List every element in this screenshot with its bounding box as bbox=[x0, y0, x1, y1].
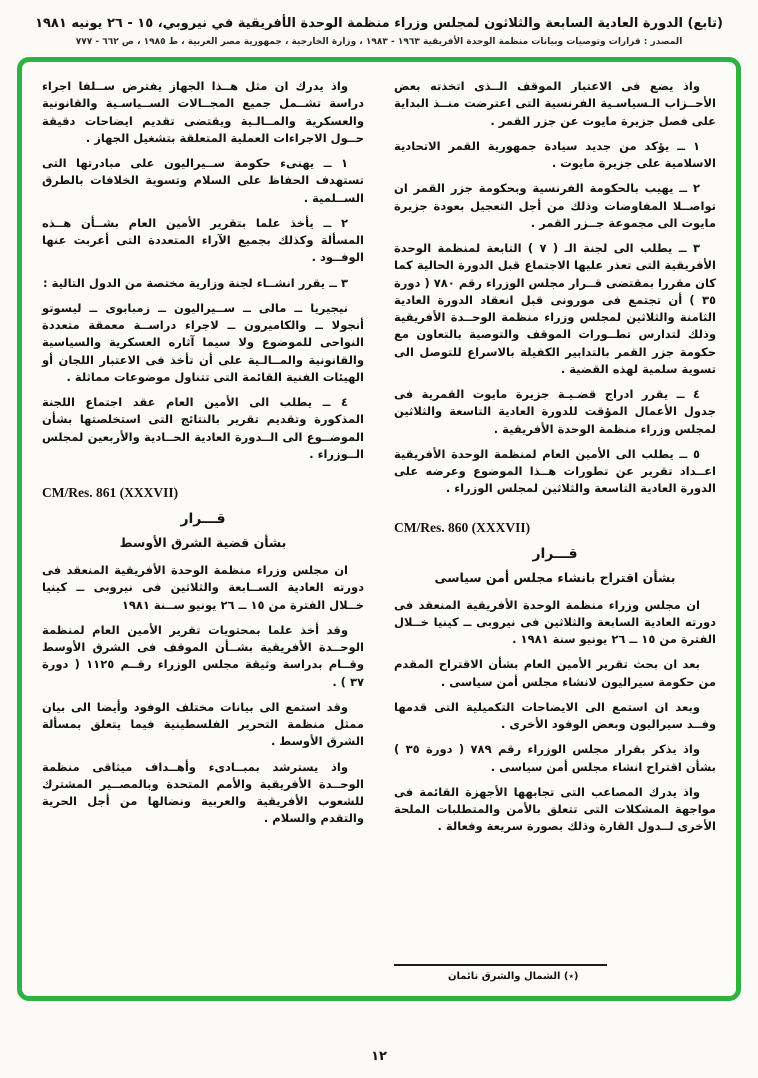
paragraph: واذ يضع فى الاعتبار الموقف الــذى اتخذته بعض الأحــزاب الـسياسـية الفرنسية التى اعترضت منــذ البداية على فصل جزيرة مايوت عن جزر القمر . bbox=[394, 79, 716, 128]
paragraph: وقد أخذ علما بمحتويات تقرير الأمين العام لمنظمة الوحــدة الأفريقية بشــأن الموقف فى الشرق الأوسط وقــام بدراسة وثيقة مجلس الوزراء رقــم ١١٢٥ ( دورة ٣٧ ) . bbox=[42, 622, 364, 689]
footnote-block bbox=[394, 964, 607, 982]
header-source: المصدر : قرارات وتوصيات وبيانات منظمة الوحدة الأفريقية ١٩٦٣ - ١٩٨٣ ، وزارة الخارجية ، جمهورية مصر العربية ، ط ١٩٨٥ ، ص ٦٦٢ - ٧٧٧ bbox=[75, 37, 683, 47]
paragraph: ٤ ــ يطلب الى الأمين العام عقد اجتماع اللجنة المذكورة وتقديم تقرير بالنتائج التى استخلصتها بشأن الموضــوع الى الــدورة العادية الحــادية والأربعين لمجلس الــوزراء . bbox=[42, 395, 364, 461]
footnote bbox=[394, 958, 716, 982]
right-column bbox=[394, 78, 716, 982]
paragraph: ٤ ــ يقرر ادراج قضـيـة جزيرة مايوت القمرية فى جدول الأعمال المؤقت للدورة العادية التاسعة والثلاثين لمجلس وزراء منظمة الوحدة الأفريقية . bbox=[394, 387, 716, 436]
page-number: ١٢ bbox=[371, 1049, 387, 1064]
paragraph: واذ يدرك ان مثل هــذا الجهاز يفترض ســلفا اجراء دراسة تشــمل جميع المجــالات الســياسـية والقانونية والعسكرية والمــالـية ويقتضى تقديم ايضاحات دقيقة حــول الاجراءات العملية المتعلقة بتشغيل الجهاز . bbox=[42, 79, 364, 145]
resolution-title: قـــرار bbox=[180, 511, 226, 527]
paragraph: ٥ ــ يطلب الى الأمين العام لمنظمة الوحدة الأفريقية اعــداد تقرير عن تطورات هــذا الموضوع وعرضه على الدورة العادية التاسعة والثلاثين لمجلس الوزراء . bbox=[394, 446, 716, 496]
content-frame bbox=[17, 57, 741, 1001]
resolution-number: CM/Res. 861 (XXXVII) bbox=[42, 485, 179, 500]
paragraph: ١ ــ يهنىء حكومة ســيراليون على مبادرتها التى تستهدف الحفاظ على السلام وتسوية الخلافات بالطرق الســلمية . bbox=[42, 156, 364, 205]
paragraph: ٢ ــ يأخذ علما بتقرير الأمين العام بشــأن هــذه المسألة وكذلك بجميع الآراء المتعددة التى أعربت عنها الوفــود . bbox=[42, 215, 364, 265]
resolution-number: CM/Res. 860 (XXXVII) bbox=[394, 519, 531, 535]
resolution-subtitle: بشأن قضية الشرق الأوسط bbox=[119, 535, 287, 550]
document-header bbox=[10, 16, 748, 47]
resolution-subtitle: بشأن اقتراح بانشاء مجلس أمن سياسى bbox=[434, 569, 676, 585]
paragraph: ٣ ــ يقرر انشــاء لجنة وزارية مختصة من الدول التالية : bbox=[43, 275, 348, 290]
paragraph: واذ يذكر بقرار مجلس الوزراء رقم ٧٨٩ ( دورة ٣٥ ) بشأن اقتراح انشاء مجلس أمن سياسى . bbox=[394, 742, 716, 774]
left-column bbox=[42, 78, 364, 982]
two-column-layout bbox=[42, 78, 716, 982]
paragraph: ١ ــ يؤكد من جديد سيادة جمهورية القمر الاتحادية الاسلامية على جزيرة مايوت . bbox=[394, 138, 716, 170]
paragraph: نيجيريا ــ مالى ــ ســيراليون ــ زمبابوى ــ ليسوتو أنجولا ــ والكاميرون ــ لاجراء دراســة معمقة متعددة النواحى للموضوع ولا سيما آثاره العسكرية والسياسية والقانونية والمــالـية على أن تأخذ فى الاعتبار اللجان أو الهيئات الفنية القائمة التى تتناول موضوعات مماثلة . bbox=[42, 300, 364, 384]
paragraph: وبعد ان استمع الى الايضاحات التكميلية التى قدمها وفــد سيراليون وبعض الوفود الأخرى . bbox=[394, 699, 716, 731]
header-title: (تابع) الدورة العادية السابعة والثلاثون لمجلس وزراء منظمة الوحدة الأفريقية في نيروبي، ١٥ - ٢٦ يونيه ١٩٨١ bbox=[35, 16, 723, 31]
paragraph: واذ يدرك المصاعب التى تجابهها الأجهزة القائمة فى مواجهة المشكلات التى تتعلق بالأمن والمتطلبات الملحة الأخرى لــدول القارة وذلك بصورة سريعة وفعالة . bbox=[394, 784, 716, 834]
footnote-divider bbox=[394, 964, 607, 966]
paragraph: بعد ان بحث تقرير الأمين العام بشأن الاقتراح المقدم من حكومة سيراليون لانشاء مجلس أمن سياسى . bbox=[394, 657, 716, 689]
paragraph: ان مجلس وزراء منظمة الوحدة الأفريقية المنعقد فى دورته العادية الســابعة والثلاثين فى نيروبى ــ كينيا خــلال الفترة من ١٥ ــ ٢٦ يونيو ســنة ١٩٨١ bbox=[42, 563, 364, 612]
resolution-title: قـــرار bbox=[532, 545, 578, 562]
paragraph: ٣ ــ يطلب الى لجنة الـ ( ٧ ) التابعة لمنظمة الوحدة الأفريقية التى تعذر عليها الاجتماع قبل الدورة الحالية كما كان مقررا بمقتضى قــرار مجلس الوزراء رقم ٧٨٠ ( دورة ٣٥ ) أن تجتمع فى مورونى قبل انعقاد الدورة العادية الثامنة والثلاثين لمجلس وزراء منظمة الوحــدة الأفريقية وذلك لتدارس تطــورات الموقف والتوصية بالتعاون مع حكومة جزر القمر بالتدابير الكفيلة بالاسراع للتوصل الى تسوية سلمية لهذه القضية . bbox=[394, 241, 716, 376]
paragraph: وقد استمع الى بيانات مختلف الوفود وأيضا الى بيان ممثل منظمة التحرير الفلسطينية فيما يتعلق بمسألة الشرق الأوسط . bbox=[42, 699, 364, 749]
paragraph: ٢ ــ يهيب بالحكومة الفرنسية وبحكومة جزر القمر ان تواصــلا المفاوضات وذلك من أجل التعجيل بعودة جزيرة مايوت الى مجموعة جــزر القمر . bbox=[394, 181, 716, 230]
footnote-text: (٭) الشمال والشرق نائمان bbox=[447, 971, 579, 982]
paragraph: واذ يسترشد بمبــادىء وأهــداف ميثاقى منظمة الوحــدة الأفريقية والأمم المتحدة وبالمصــير المشترك للشعوب الأفريقية والعربية ونضالها من أجل الحرية والتقدم والسلام . bbox=[42, 759, 364, 826]
paragraph: ان مجلس وزراء منظمة الوحدة الأفريقية المنعقد فى دورته العادية السابعة والثلاثين فى نيروبى ــ كينيا خــلال الفترة من ١٥ ــ ٢٦ يونيو سنة ١٩٨١ . bbox=[394, 597, 716, 646]
